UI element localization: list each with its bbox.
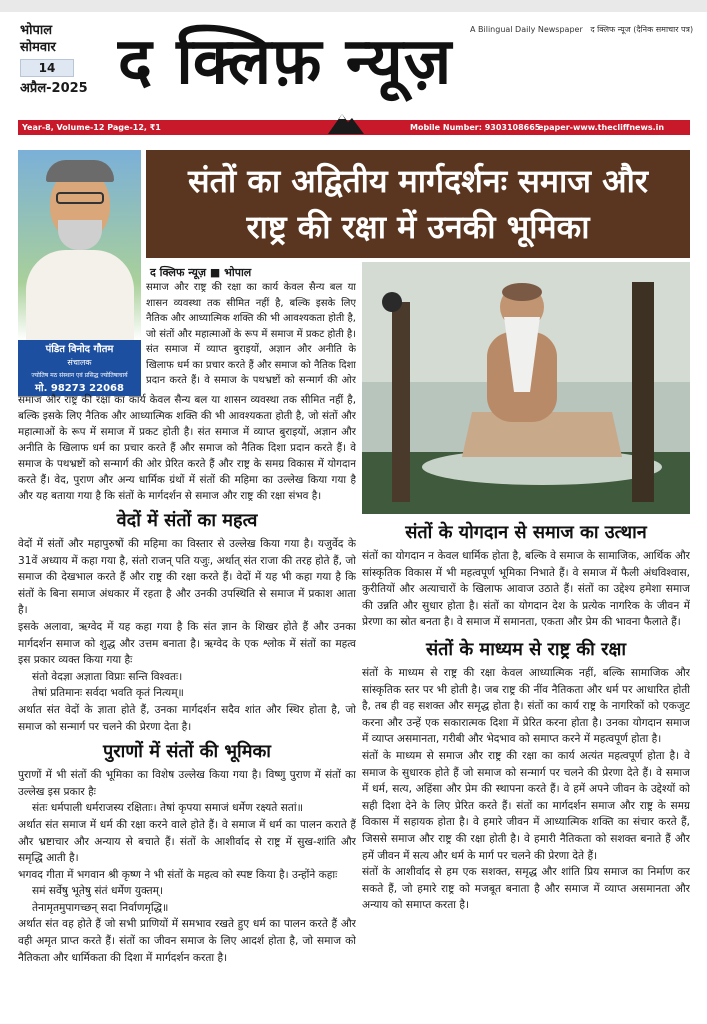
byline: द क्लिफ न्यूज़ ■ भोपाल: [150, 266, 252, 279]
author-org: ज्योतिष मठ संस्थान एवं प्रसिद्ध ज्योतिषाचार्य: [31, 372, 128, 379]
intro-paragraph: समाज और राष्ट्र की रक्षा का कार्य केवल सैन्य बल या शासन व्यवस्था तक सीमित नहीं है, बल्कि इसके लिए नैतिक और आध्यात्मिक शक्ति की भी आवश्यकता होती है, जो संतों और महात्माओं के रूप में समाज में प्रकट होती है। संत समाज में व्याप्त बुराइयों, अज्ञान और अनीति के खिलाफ धर्म का प्रचार करते हैं और समाज को नैतिक दिशा प्रदान करते हैं। वे समाज के पथभ्रष्टों को सन्मार्ग की ओर प्रेरित करते हैं और राष्ट्र के समग्र विकास में योगदान करते हैं। वेद, पुराण और अन्य धार्मिक ग्रंथों में संतों की महिमा का उल्लेख किया गया है और यह बताया गया है कि संतों के मार्गदर्शन से समाज और राष्ट्र की रक्षा संभव है।: [18, 394, 356, 502]
meditating-sage-image: [362, 262, 690, 514]
issue-info: Year-8, Volume-12 Page-12, ₹1: [22, 123, 161, 132]
weekday: सोमवार: [20, 40, 56, 55]
section-title-puranas: पुराणों में संतों की भूमिका: [103, 741, 271, 763]
section-title-nation: संतों के माध्यम से राष्ट्र की रक्षा: [425, 638, 627, 660]
tagline: A Bilingual Daily Newspaper द क्लिफ न्यूज (दैनिक समाचार पत्र): [470, 25, 694, 34]
section-title-vedas: वेदों में संतों का महत्व: [116, 510, 258, 531]
epaper-link[interactable]: epaper-www.thecliffnews.in: [538, 123, 665, 132]
author-name: पंडित विनोद गौतम: [45, 344, 114, 355]
right-column: संतों के योगदान से समाज का उत्थान संतों का योगदान न केवल धार्मिक होता है, बल्कि वे समाज के सामाजिक, आर्थिक और सांस्कृतिक विकास में भी महत्वपूर्ण भूमिका निभाते हैं। वे समाज में फैली अंधविश्वास, कुरीतियों और अत्याचारों के खिलाफ आवाज उठाते हैं। संतों का उद्देश्य हमेशा समाज की उन्नति और सुधार होता है। संतों का योगदान देश के प्रत्येक नागरिक के जीवन में प्रेरणा का स्रोत बनता है। वे समाज में समानता, एकता और प्रेम की भावना फैलाते हैं। संतों के माध्यम से राष्ट्र की रक्षा संतों के माध्यम से राष्ट्र की रक्षा केवल आध्यात्मिक नहीं, बल्कि सामाजिक और सांस्कृतिक स्तर पर भी होती है। जब राष्ट्र की नींव नैतिकता और धर्म पर आधारित होती है, तब ही वह सशक्त और समृद्ध होता है। संतों का कार्य राष्ट्र के नागरिकों को एकजुट करना और उन्हें एक सकारात्मक दिशा में प्रेरित करना होता है। उनका योगदान समाज में व्याप्त असमानता, गरीबी और भेदभाव को समाप्त करने में महत्वपूर्ण होता है। संतों के माध्यम से समाज और राष्ट्र की रक्षा का कार्य अत्यंत महत्वपूर्ण होता है। वे समाज के सुधारक होते हैं जो समाज को सन्मार्ग पर चलने की प्रेरणा देते हैं। वे समाज में धर्म, सत्य, अहिंसा और प्रेम की स्थापना करते हैं। वे हमें अपने जीवन के उद्देश्यों को सही दिशा देने के लिए प्रेरित करते हैं। संतों का मार्गदर्शन समाज और राष्ट्र के समग्र विकास में सहायक होता है। वे हमारे जीवन में आध्यात्मिक शक्ति का संचार करते हैं, जिससे समाज और राष्ट्र की रक्षा होती है। वे हमारी नैतिकता को सशक्त बनाते हैं और हमें जीवन में सत्य और धर्म के मार्ग पर चलने की प्रेरणा देते हैं। संतों के आशीर्वाद से हम एक सशक्त, समृद्ध और शांति प्रिय समाज का निर्माण कर सकते हैं, जो हमारे राष्ट्र को मजबूत बनाता है और समाज में व्याप्त असमानता और अन्याय को समाप्त करता है।: [362, 522, 690, 912]
headline: संतों का अद्वितीय मार्गदर्शनः समाज और राष्ट्र की रक्षा में उनकी भूमिका: [146, 150, 690, 258]
mobile-number: Mobile Number: 9303108665: [410, 123, 541, 132]
intro-top: समाज और राष्ट्र की रक्षा का कार्य केवल सैन्य बल या शासन व्यवस्था तक सीमित नहीं है, बल्कि इसके लिए नैतिक और आध्यात्मिक शक्ति की भी आवश्यकता होती है, जो संतों और महात्माओं के रूप में समाज में प्रकट होती है। संत समाज में व्याप्त बुराइयों, अज्ञान और अनीति के खिलाफ धर्म का प्रचार करते हैं और समाज को नैतिक दिशा प्रदान करते हैं। वे समाज के पथभ्रष्टों को सन्मार्ग की ओर: [146, 282, 356, 386]
date-day: 14: [20, 59, 74, 77]
left-column: समाज और राष्ट्र की रक्षा का कार्य केवल सैन्य बल या शासन व्यवस्था तक सीमित नहीं है, बल्कि इसके लिए नैतिक और आध्यात्मिक शक्ति की भी आवश्यकता होती है, जो संतों और महात्माओं के रूप में समाज में प्रकट होती है। संत समाज में व्याप्त बुराइयों, अज्ञान और अनीति के खिलाफ धर्म का प्रचार करते हैं और समाज को नैतिक दिशा प्रदान करते हैं। वे समाज के पथभ्रष्टों को सन्मार्ग की ओर प्रेरित करते हैं और राष्ट्र के समग्र विकास में योगदान करते हैं। वेद, पुराण और अन्य धार्मिक ग्रंथों में संतों की महिमा का उल्लेख किया गया है और यह बताया गया है कि संतों के मार्गदर्शन से समाज और राष्ट्र की रक्षा संभव है। वेदों में संतों का महत्व वेदों में संतों और महापुरुषों की महिमा का विस्तार से उल्लेख किया गया है। यजुर्वेद के 31वें अध्याय में कहा गया है, संतो राजन् पति यजुः, अर्थात् संत राजा की तरह होते हैं, जो समाज की देखभाल करते हैं और राष्ट्र की रक्षा करते हैं। वेदों में यह भी कहा गया है कि संतों के बिना समाज अंधकार में रहता है और उनकी उपस्थिति से समाज में प्रकाश आता है। इसके अलावा, ऋग्वेद में यह कहा गया है कि संत ज्ञान के शिखर होते हैं और उनका मार्गदर्शन समाज को शुद्ध और उत्तम बनाता है। ऋग्वेद के एक श्लोक में संतों का महत्व इस प्रकार व्यक्त किया गया हैः संतो वेदज्ञा अज्ञाता विप्राः सन्ति विश्वतः। तेषां प्रतिमानः सर्वदा भवति कृतं नित्यम्॥ अर्थात संत वेदों के ज्ञाता होते हैं, उनका मार्गदर्शन सदैव शांत और स्थिर होता है, जो समाज को सन्मार्ग पर चलने की प्रेरणा देता है। पुराणों में संतों की भूमिका पुराणों में भी संतों की भूमिका का विशेष उल्लेख किया गया है। विष्णु पुराण में संतों का उल्लेख इस प्रकार हैः संतः धर्मपाली धर्मराजस्य रक्षिताः। तेषां कृपया समाजं धर्मेण रक्ष्यते सतां॥ अर्थात संत समाज में धर्म की रक्षा करने वाले होते हैं। वे समाज में धर्म का पालन कराते हैं और भ्रष्टाचार और अन्याय से बचाते हैं। संतों के आशीर्वाद से राष्ट्र में सुख-शांति और समृद्धि आती है। भगवद गीता में भगवान श्री कृष्ण ने भी संतों के महत्व को स्पष्ट किया है। उन्होंने कहाः समं सर्वेषु भूतेषु संतं धर्मेण युक्तम्। तेनामृतमुपागच्छन् सदा निर्वाणमृद्धि॥ अर्थात संत वह होते हैं जो सभी प्राणियों में समभाव रखते हुए धर्म का पालन करते हैं और वही अमृत प्राप्त करते हैं। संतों का जीवन समाज के लिए आदर्श होता है, जो समाज को नैतिकता और धार्मिकता की दिशा में मार्गदर्शन करता है।: [18, 394, 356, 964]
city: भोपाल: [20, 23, 53, 38]
author-box: [18, 340, 141, 396]
month-year: अप्रैल-2025: [20, 81, 88, 96]
author-photo: [18, 150, 141, 340]
author-mobile: मो. 98273 22068: [35, 383, 124, 394]
section-title-upliftment: संतों के योगदान से समाज का उत्थान: [405, 522, 647, 543]
author-role: संचालक: [67, 358, 92, 367]
newspaper-logo: द क्लिफ़ न्यूज़: [118, 25, 453, 99]
top-strip: [0, 0, 707, 12]
mountain-logo-icon: [328, 110, 364, 134]
date-box: [20, 22, 118, 97]
